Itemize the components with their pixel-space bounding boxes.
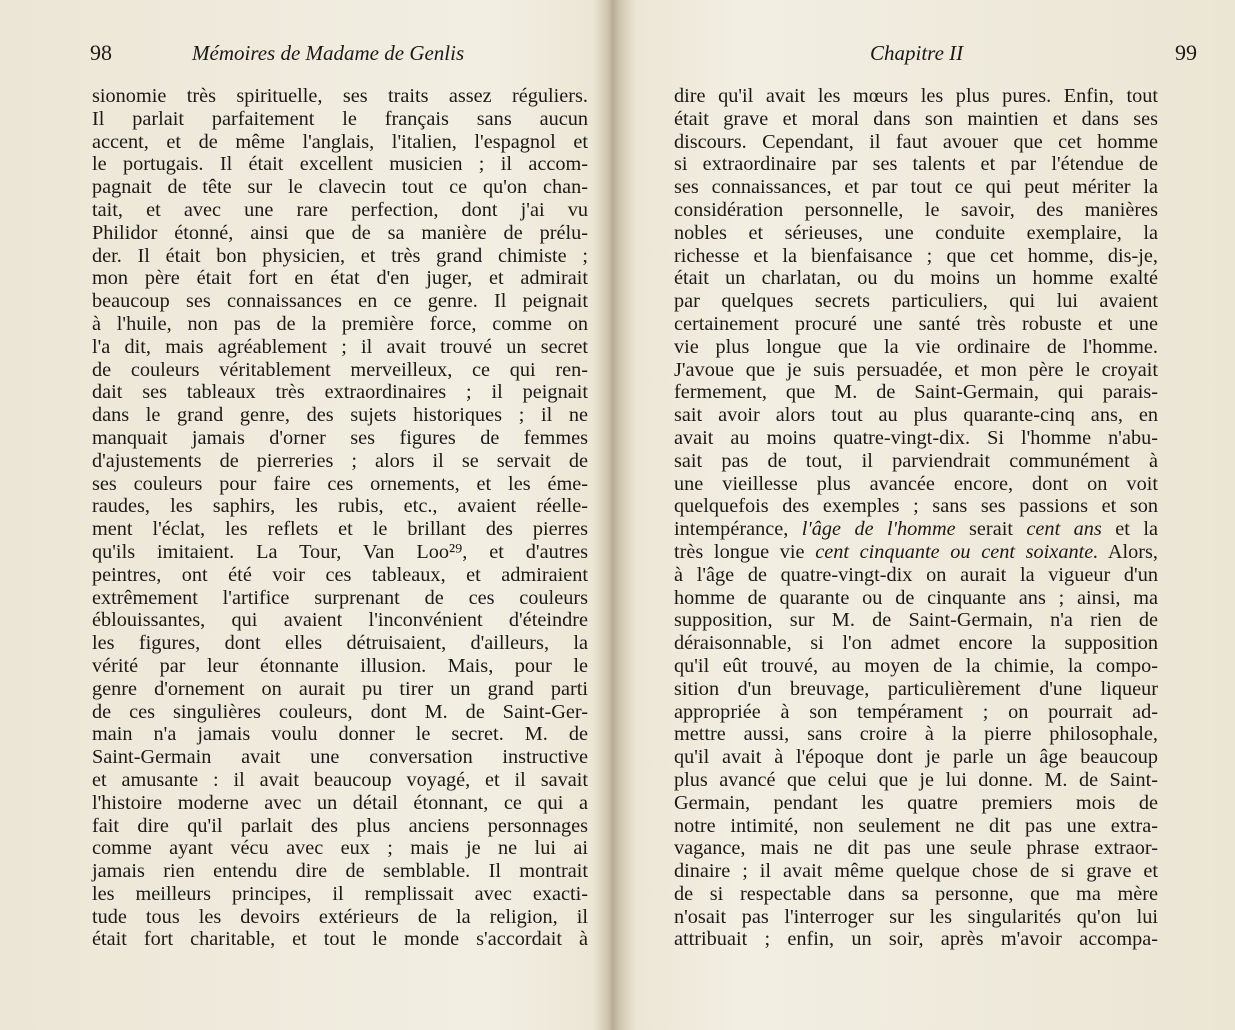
left-page-body bbox=[92, 85, 588, 951]
text-line: pagnait de tête sur le clavecin tout ce qu'on chan- bbox=[92, 176, 588, 199]
text-line: qu'il eût trouvé, au moyen de la chimie, la compo- bbox=[674, 654, 1158, 677]
text-line: les figures, dont elles détruisaient, d'ailleurs, la bbox=[92, 632, 588, 655]
page-number: 98 bbox=[90, 40, 112, 65]
text-line: de ces singulières couleurs, dont M. de Saint-Ger- bbox=[92, 700, 588, 723]
text-line: homme de quarante ou de cinquante ans ; ainsi, ma bbox=[674, 586, 1158, 609]
text-line: une vieillesse plus avancée encore, dont on voit bbox=[674, 472, 1158, 495]
text-line: peintres, ont été voir ces tableaux, et admiraient bbox=[92, 563, 588, 586]
text-line: J'avoue que je suis persuadée, et mon père le croyait bbox=[674, 358, 1158, 381]
text-line: nobles et sérieuses, une conduite exemplaire, la bbox=[674, 221, 1158, 244]
text-line: sition d'un breuvage, particulièrement d'une liqueur bbox=[674, 677, 1158, 700]
text-line: der. Il était bon physicien, et très grand chimiste ; bbox=[92, 244, 588, 267]
text-line: Philidor étonné, ainsi que de sa manière de prélu- bbox=[92, 221, 588, 244]
text-line: de si respectable dans sa personne, que ma mère bbox=[674, 882, 1158, 905]
text-line: tait, et avec une rare perfection, dont j'ai vu bbox=[92, 198, 588, 221]
text-line: Saint-Germain avait une conversation instructive bbox=[92, 746, 588, 769]
text-line: déraisonnable, si l'on admet encore la supposition bbox=[674, 632, 1158, 655]
text-line: intempérance, l'âge de l'homme serait cent ans et la bbox=[674, 518, 1158, 541]
text-line: manquait jamais d'orner ses figures de femmes bbox=[92, 426, 588, 449]
text-line: n'osait pas l'interroger sur les singularités qu'on lui bbox=[674, 905, 1158, 928]
text-line: ment l'éclat, les reflets et le brillant des pierres bbox=[92, 518, 588, 541]
text-line: comme ayant vécu avec eux ; mais je ne lui ai bbox=[92, 837, 588, 860]
right-page-header bbox=[652, 38, 1197, 68]
right-page-body bbox=[674, 85, 1158, 951]
text-line: ses couleurs pour faire ces ornements, et les éme- bbox=[92, 472, 588, 495]
text-line: jamais rien entendu dire de semblable. Il montrait bbox=[92, 860, 588, 883]
text-line: avait au moins quatre-vingt-dix. Si l'homme n'abu- bbox=[674, 426, 1158, 449]
text-line: était fort charitable, et tout le monde s'accordait à bbox=[92, 928, 588, 951]
text-line: dire qu'il avait les mœurs les plus pures. Enfin, tout bbox=[674, 85, 1158, 107]
text-line: l'a dit, mais agréablement ; il avait trouvé un secret bbox=[92, 335, 588, 358]
right-page bbox=[622, 0, 1235, 1030]
text-line: vie plus longue que la vie ordinaire de l'homme. bbox=[674, 335, 1158, 358]
text-line: si extraordinaire par ses talents et par l'étendue de bbox=[674, 153, 1158, 176]
text-line: certainement procuré une santé très robuste et une bbox=[674, 312, 1158, 335]
text-line: beaucoup ses connaissances en ce genre. Il peignait bbox=[92, 290, 588, 313]
text-line: vérité par leur étonnante illusion. Mais, pour le bbox=[92, 654, 588, 677]
text-line: main n'a jamais voulu donner le secret. M. de bbox=[92, 723, 588, 746]
text-line: sait pas de tout, il parviendrait communément à bbox=[674, 449, 1158, 472]
text-line: richesse et la bienfaisance ; que cet homme, dis-je, bbox=[674, 244, 1158, 267]
text-line: d'ajustements de pierreries ; alors il se servait de bbox=[92, 449, 588, 472]
text-line: considération personnelle, le savoir, des manières bbox=[674, 198, 1158, 221]
text-line: sait avoir alors tout au plus quarante-cinq ans, en bbox=[674, 404, 1158, 427]
text-line: à l'âge de quatre-vingt-dix on aurait la vigueur d'un bbox=[674, 563, 1158, 586]
text-line: supposition, sur M. de Saint-Germain, n'a rien de bbox=[674, 609, 1158, 632]
text-line: attribuait ; enfin, un soir, après m'avoir accompa- bbox=[674, 928, 1158, 951]
text-line: notre intimité, non seulement ne dit pas une extra- bbox=[674, 814, 1158, 837]
text-line: accent, et de même l'anglais, l'italien, l'espagnol et bbox=[92, 130, 588, 153]
text-line: les meilleurs principes, il remplissait avec exacti- bbox=[92, 882, 588, 905]
text-line: qu'il avait à l'époque dont je parle un âge beaucoup bbox=[674, 746, 1158, 769]
text-line: extrêmement l'artifice surprenant de ces couleurs bbox=[92, 586, 588, 609]
text-line: très longue vie cent cinquante ou cent soixante. Alors, bbox=[674, 540, 1158, 563]
text-line: mon père était fort en état d'en juger, et admirait bbox=[92, 267, 588, 290]
text-line: et amusante : il avait beaucoup voyagé, et il savait bbox=[92, 768, 588, 791]
text-line: par quelques secrets particuliers, qui lui avaient bbox=[674, 290, 1158, 313]
text-line: qu'ils imitaient. La Tour, Van Loo²⁹, et d'autres bbox=[92, 540, 588, 563]
left-page bbox=[0, 0, 610, 1030]
text-line: sionomie très spirituelle, ses traits assez réguliers. bbox=[92, 85, 588, 107]
text-line: dinaire ; il avait même quelque chose de si grave et bbox=[674, 860, 1158, 883]
text-line: fermement, que M. de Saint-Germain, qui parais- bbox=[674, 381, 1158, 404]
text-line: plus avancé que celui que je lui donne. M. de Saint- bbox=[674, 768, 1158, 791]
text-line: était grave et moral dans son maintien et dans ses bbox=[674, 107, 1158, 130]
text-line: Il parlait parfaitement le français sans aucun bbox=[92, 107, 588, 130]
text-line: fait dire qu'il parlait des plus anciens personnages bbox=[92, 814, 588, 837]
running-head: Mémoires de Madame de Genlis bbox=[192, 41, 465, 65]
text-line: dait ses tableaux très extraordinaires ; il peignait bbox=[92, 381, 588, 404]
text-line: de couleurs véritablement merveilleux, ce qui ren- bbox=[92, 358, 588, 381]
text-line: dans le grand genre, des sujets historiques ; il ne bbox=[92, 404, 588, 427]
text-line: l'histoire moderne avec un détail étonnant, ce qui a bbox=[92, 791, 588, 814]
text-line: le portugais. Il était excellent musicien ; il accom- bbox=[92, 153, 588, 176]
text-line: ses connaissances, et par tout ce qui peut mériter la bbox=[674, 176, 1158, 199]
text-line: vagance, mais ne dit pas une seule phrase extraor- bbox=[674, 837, 1158, 860]
text-line: mettre aussi, sans croire à la pierre philosophale, bbox=[674, 723, 1158, 746]
text-line: discours. Cependant, il faut avouer que cet homme bbox=[674, 130, 1158, 153]
text-line: Germain, pendant les quatre premiers mois de bbox=[674, 791, 1158, 814]
text-line: à l'huile, non pas de la première force, comme on bbox=[92, 312, 588, 335]
text-line: raudes, les saphirs, les rubis, etc., avaient réelle- bbox=[92, 495, 588, 518]
text-line: quelquefois des exemples ; sans ses passions et son bbox=[674, 495, 1158, 518]
running-head: Chapitre II bbox=[870, 41, 964, 65]
page-number: 99 bbox=[1175, 40, 1197, 65]
text-line: était un charlatan, ou du moins un homme exalté bbox=[674, 267, 1158, 290]
left-page-header bbox=[90, 38, 590, 68]
text-line: tude tous les devoirs extérieurs de la religion, il bbox=[92, 905, 588, 928]
text-line: éblouissantes, qui avaient l'inconvénient d'éteindre bbox=[92, 609, 588, 632]
text-line: genre d'ornement on aurait pu tirer un grand parti bbox=[92, 677, 588, 700]
text-line: appropriée à son tempérament ; on pourrait ad- bbox=[674, 700, 1158, 723]
